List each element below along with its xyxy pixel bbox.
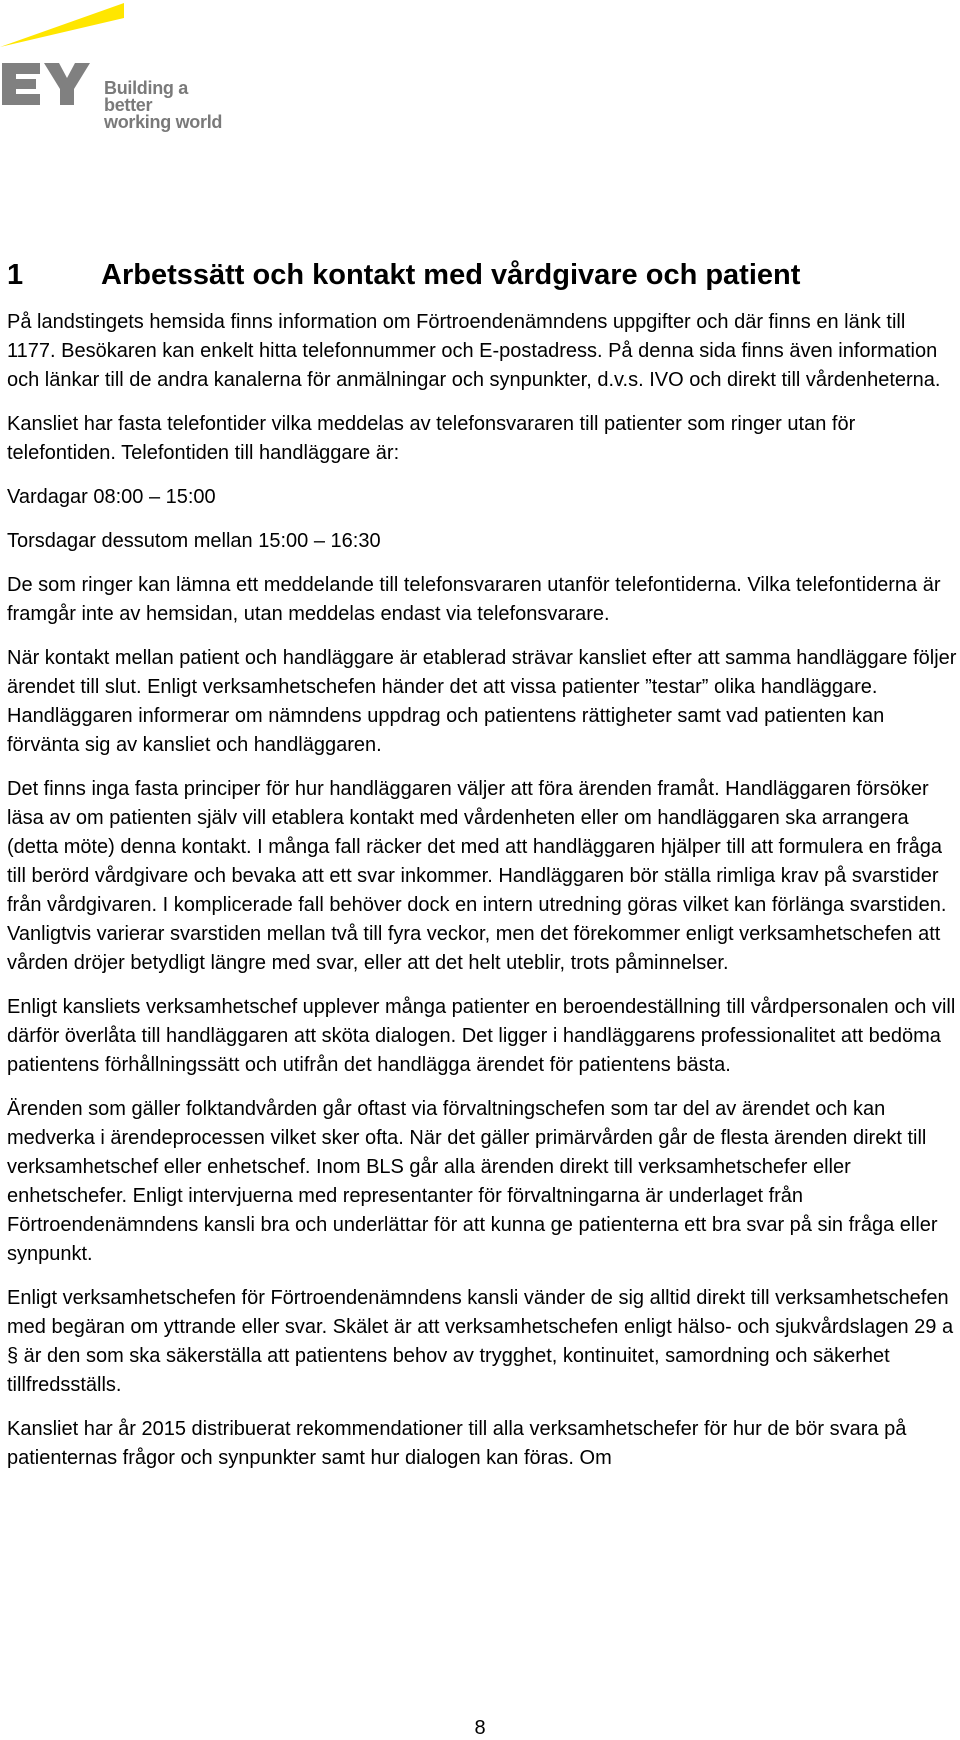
logo-tagline-line2: working world bbox=[104, 112, 223, 132]
paragraph: Enligt verksamhetschefen för Förtroendenämndens kansli vänder de sig alltid direkt till verksamhetschefen med begäran om yttrande eller svar. Skälet är att verksamhetschefen enligt hälso- och sjukvårdslagen 29 a § är den som ska säkerställa att patientens behov av trygghet, kontinuitet, samordning och säkerhet tillfredsställs. bbox=[7, 1287, 954, 1396]
paragraph: Enligt kansliets verksamhetschef upplever många patienter en beroendeställning till vårdpersonalen och vill därför överlåta till handläggaren att sköta dialogen. Det ligger i handläggarens professionalitet att bedöma patientens förhållningssätt och utifrån det handlägga ärendet för patientens bästa. bbox=[7, 996, 956, 1076]
paragraph: Torsdagar dessutom mellan 15:00 – 16:30 bbox=[7, 530, 381, 552]
logo-tagline-line1: Building a better bbox=[104, 78, 188, 115]
paragraph: När kontakt mellan patient och handläggare är etablerad strävar kansliet efter att samma handläggare följer ärendet till slut. Enligt verksamhetschefen händer det att vissa patienter ”testar” olika handläggare. Handläggaren informerar om nämndens uppdrag och patientens rättigheter samt vad patienten kan förvänta sig av kansliet och handläggaren. bbox=[7, 647, 957, 756]
paragraph: Vardagar 08:00 – 15:00 bbox=[7, 486, 216, 508]
document-body bbox=[7, 258, 957, 1488]
ey-logo bbox=[0, 0, 230, 130]
page-number: 8 bbox=[474, 1717, 486, 1739]
section-heading bbox=[7, 258, 957, 292]
paragraph: De som ringer kan lämna ett meddelande till telefonsvararen utanför telefontiderna. Vilka telefontiderna är framgår inte av hemsidan, utan meddelas endast via telefonsvarare. bbox=[7, 574, 941, 625]
paragraph: Ärenden som gäller folktandvården går oftast via förvaltningschefen som tar del av ärendet och kan medverka i ärendeprocessen vilket sker ofta. När det gäller primärvården går de flesta ärenden direkt till verksamhetschef eller enhetschef. Inom BLS går alla ärenden direkt till verksamhetschefer eller enhetschefer. Enligt intervjuerna med representanter för förvaltningarna är underlaget från Förtroendenämndens kansli bra och underlättar för att kunna ge patienterna ett bra svar på sin fråga eller synpunkt. bbox=[7, 1098, 938, 1265]
paragraph: Kansliet har år 2015 distribuerat rekommendationer till alla verksamhetschefer för hur de bör svara på patienternas frågor och synpunkter samt hur dialogen kan föras. Om bbox=[7, 1418, 907, 1469]
section-number: 1 bbox=[7, 259, 24, 291]
section-title: Arbetssätt och kontakt med vårdgivare och patient bbox=[101, 259, 801, 291]
paragraph: Kansliet har fasta telefontider vilka meddelas av telefonsvararen till patienter som ringer utan för telefontiden. Telefontiden till handläggare är: bbox=[7, 413, 856, 464]
paragraph: Det finns inga fasta principer för hur handläggaren väljer att föra ärenden framåt. Handläggaren försöker läsa av om patienten själv vill etablera kontakt med vårdenheten eller om handläggaren ska arrangera (detta möte) denna kontakt. I många fall räcker det med att handläggaren hjälper till att formulera en fråga till berörd vårdgivare och bevaka att ett svar inkommer. Handläggaren bör ställa rimliga krav på svarstider från vårdgivaren. I komplicerade fall behöver dock en intern utredning göras vilket kan förlänga svarstiden. Vanligtvis varierar svarstiden mellan två till fyra veckor, men det förekommer enligt verksamhetschefen att vården dröjer betydligt längre med svar, eller att det helt uteblir, trots påminnelser. bbox=[7, 778, 947, 974]
logo-tagline bbox=[104, 80, 230, 131]
paragraph: På landstingets hemsida finns information om Förtroendenämndens uppgifter och där finns en länk till 1177. Besökaren kan enkelt hitta telefonnummer och E-postadress. På denna sida finns även information och länkar till de andra kanalerna för anmälningar och synpunkter, d.v.s. IVO och direkt till vårdenheterna. bbox=[7, 311, 941, 391]
